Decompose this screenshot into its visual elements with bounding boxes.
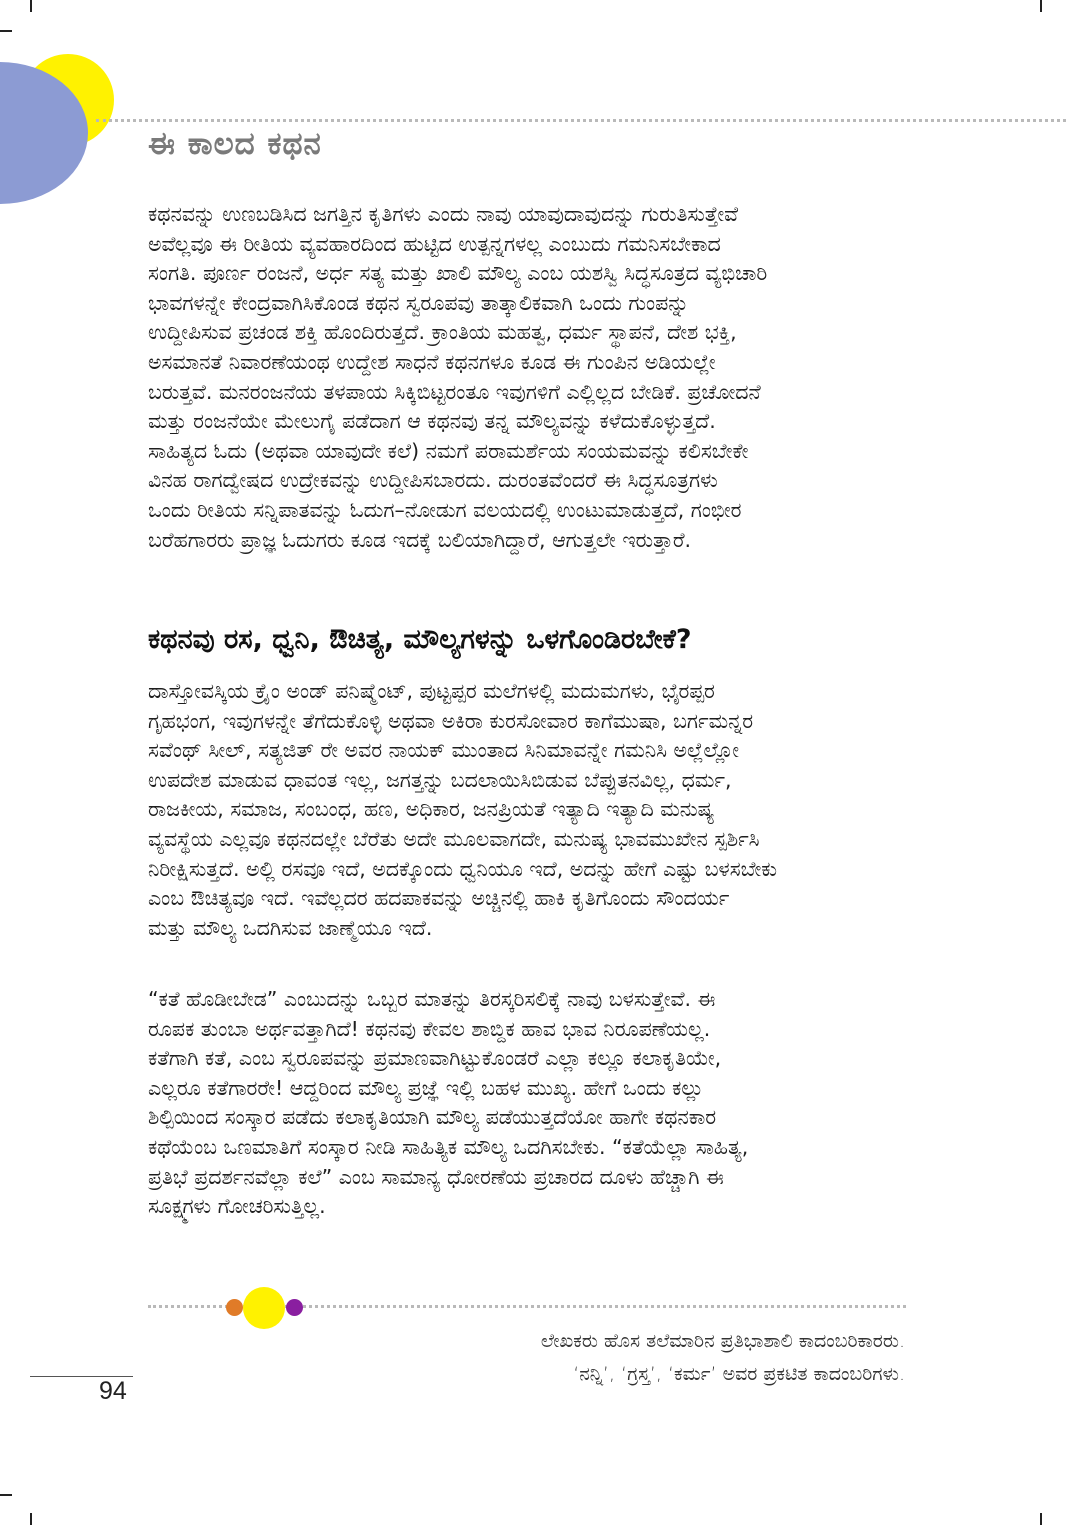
crop-mark-top-right	[1040, 0, 1042, 12]
section-heading: ಈ ಕಾಲದ ಕಥನ	[148, 126, 322, 162]
crop-mark-top-left	[30, 0, 32, 12]
paragraph-3: “ಕತೆ ಹೊಡೀಬೇಡ” ಎಂಬುದನ್ನು ಒಬ್ಬರ ಮಾತನ್ನು ತಿರಸ್ಕರಿಸಲಿಕ್ಕೆ ನಾವು ಬಳಸುತ್ತೇವೆ. ಈ ರೂಪಕ ತುಂಬಾ ಅರ್ಥವತ್ತಾಗಿದೆ! ಕಥನವು ಕೇವಲ ಶಾಬ್ದಿಕ ಹಾವ ಭಾವ ನಿರೂಪಣೆಯಲ್ಲ. ಕತೆಗಾಗಿ ಕತೆ, ಎಂಬ ಸ್ವರೂಪವನ್ನು ಪ್ರಮಾಣವಾಗಿಟ್ಟುಕೊಂಡರೆ ಎಲ್ಲಾ ಕಲ್ಲೂ ಕಲಾಕೃತಿಯೇ, ಎಲ್ಲರೂ ಕತೆಗಾರರೇ! ಆದ್ದರಿಂದ ಮೌಲ್ಯ ಪ್ರಜ್ಞೆ ಇಲ್ಲಿ ಬಹಳ ಮುಖ್ಯ. ಹೇಗೆ ಒಂದು ಕಲ್ಲು ಶಿಲ್ಪಿಯಿಂದ ಸಂಸ್ಕಾರ ಪಡೆದು ಕಲಾಕೃತಿಯಾಗಿ ಮೌಲ್ಯ ಪಡೆಯುತ್ತದೆಯೋ ಹಾಗೇ ಕಥನಕಾರ ಕಥೆಯೆಂಬ ಒಣಮಾತಿಗೆ ಸಂಸ್ಕಾರ ನೀಡಿ ಸಾಹಿತ್ಯಿಕ ಮೌಲ್ಯ ಒದಗಿಸಬೇಕು. “ಕತೆಯೆಲ್ಲಾ ಸಾಹಿತ್ಯ, ಪ್ರತಿಭೆ ಪ್ರದರ್ಶನವೆಲ್ಲಾ ಕಲೆ” ಎಂಬ ಸಾಮಾನ್ಯ ಧೋರಣೆಯ ಪ್ರಚಾರದ ದೂಳು ಹೆಚ್ಚಾಗಿ ಈ ಸೂಕ್ಷ್ಮಗಳು ಗೋಚರಿಸುತ್ತಿಲ್ಲ.	[148, 987, 749, 1219]
crop-mark-bottom-right	[1040, 1513, 1042, 1525]
subheading: ಕಥನವು ರಸ, ಧ್ವನಿ, ಔಚಿತ್ಯ, ಮೌಲ್ಯಗಳನ್ನು ಒಳಗೊಂಡಿರಬೇಕೆ?	[148, 624, 692, 655]
decorative-purple-dot	[286, 1299, 303, 1316]
paragraph-1: ಕಥನವನ್ನು ಉಣಬಡಿಸಿದ ಜಗತ್ತಿನ ಕೃತಿಗಳು ಎಂದು ನಾವು ಯಾವುದಾವುದನ್ನು ಗುರುತಿಸುತ್ತೇವೆ ಅವೆಲ್ಲವೂ ಈ ರೀತಿಯ ವ್ಯವಹಾರದಿಂದ ಹುಟ್ಟಿದ ಉತ್ಪನ್ನಗಳಲ್ಲ ಎಂಬುದು ಗಮನಿಸಬೇಕಾದ ಸಂಗತಿ. ಪೂರ್ಣ ರಂಜನೆ, ಅರ್ಧ ಸತ್ಯ ಮತ್ತು ಖಾಲಿ ಮೌಲ್ಯ ಎಂಬ ಯಶಸ್ವಿ ಸಿದ್ಧಸೂತ್ರದ ವ್ಯಭಿಚಾರಿ ಭಾವಗಳನ್ನೇ ಕೇಂದ್ರವಾಗಿಸಿಕೊಂಡ ಕಥನ ಸ್ವರೂಪವು ತಾತ್ಕಾಲಿಕವಾಗಿ ಒಂದು ಗುಂಪನ್ನು ಉದ್ದೀಪಿಸುವ ಪ್ರಚಂಡ ಶಕ್ತಿ ಹೊಂದಿರುತ್ತದೆ. ಕ್ರಾಂತಿಯ ಮಹತ್ವ, ಧರ್ಮ ಸ್ಥಾಪನೆ, ದೇಶ ಭಕ್ತಿ, ಅಸಮಾನತೆ ನಿವಾರಣೆಯಂಥ ಉದ್ದೇಶ ಸಾಧನೆ ಕಥನಗಳೂ ಕೂಡ ಈ ಗುಂಪಿನ ಅಡಿಯಲ್ಲೇ ಬರುತ್ತವೆ. ಮನರಂಜನೆಯ ತಳಪಾಯ ಸಿಕ್ಕಿಬಿಟ್ಟರಂತೂ ಇವುಗಳಿಗೆ ಎಲ್ಲಿಲ್ಲದ ಬೇಡಿಕೆ. ಪ್ರಚೋದನೆ ಮತ್ತು ರಂಜನೆಯೇ ಮೇಲುಗೈ ಪಡೆದಾಗ ಆ ಕಥನವು ತನ್ನ ಮೌಲ್ಯವನ್ನು ಕಳೆದುಕೊಳ್ಳುತ್ತದೆ. ಸಾಹಿತ್ಯದ ಓದು (ಅಥವಾ ಯಾವುದೇ ಕಲೆ) ನಮಗೆ ಪರಾಮರ್ಶೆಯ ಸಂಯಮವನ್ನು ಕಲಿಸಬೇಕೇ ವಿನಹ ರಾಗದ್ವೇಷದ ಉದ್ರೇಕವನ್ನು ಉದ್ದೀಪಿಸಬಾರದು. ದುರಂತವೆಂದರೆ ಈ ಸಿದ್ಧಸೂತ್ರಗಳು ಒಂದು ರೀತಿಯ ಸನ್ನಿಪಾತವನ್ನು ಓದುಗ–ನೋಡುಗ ವಲಯದಲ್ಲಿ ಉಂಟುಮಾಡುತ್ತದೆ, ಗಂಭೀರ ಬರೆಹಗಾರರು ಪ್ರಾಜ್ಞ ಓದುಗರು ಕೂಡ ಇದಕ್ಕೆ ಬಲಿಯಾಗಿದ್ದಾರೆ, ಆಗುತ್ತಲೇ ಇರುತ್ತಾರೆ.	[148, 202, 768, 552]
page-number: 94	[99, 1377, 127, 1405]
crop-mark-bottom-left-side	[0, 1494, 12, 1496]
crop-mark-top-left-side	[0, 30, 12, 32]
author-note: ಲೇಖಕರು ಹೊಸ ತಲೆಮಾರಿನ ಪ್ರತಿಭಾಶಾಲಿ ಕಾದಂಬರಿಕಾರರು. ‘ನನ್ನಿ’, ‘ಗ್ರಸ್ತ’, ‘ಕರ್ಮ’ ಅವರ ಪ್ರಕಟಿತ ಕಾದಂಬರಿಗಳು.	[540, 1330, 905, 1385]
decorative-orange-dot	[226, 1299, 243, 1316]
crop-mark-bottom-left	[30, 1513, 32, 1525]
decorative-yellow-dot	[243, 1287, 285, 1329]
paragraph-2: ದಾಸ್ತೋವಸ್ಕಿಯ ಕ್ರೈಂ ಅಂಡ್ ಪನಿಷ್ಮೆಂಟ್, ಪುಟ್ಟಪ್ಪರ ಮಲೆಗಳಲ್ಲಿ ಮದುಮಗಳು, ಭೈರಪ್ಪರ ಗೃಹಭಂಗ, ಇವುಗಳನ್ನೇ ತೆಗೆದುಕೊಳ್ಳಿ ಅಥವಾ ಅಕಿರಾ ಕುರಸೋವಾರ ಕಾಗೆಮುಷಾ, ಬರ್ಗಮನ್ನರ ಸವೆಂಥ್ ಸೀಲ್, ಸತ್ಯಜಿತ್ ರೇ ಅವರ ನಾಯಕ್ ಮುಂತಾದ ಸಿನಿಮಾವನ್ನೇ ಗಮನಿಸಿ ಅಲ್ಲೆಲ್ಲೋ ಉಪದೇಶ ಮಾಡುವ ಧಾವಂತ ಇಲ್ಲ, ಜಗತ್ತನ್ನು ಬದಲಾಯಿಸಿಬಿಡುವ ಬೆಪ್ಪುತನವಿಲ್ಲ, ಧರ್ಮ, ರಾಜಕೀಯ, ಸಮಾಜ, ಸಂಬಂಧ, ಹಣ, ಅಧಿಕಾರ, ಜನಪ್ರಿಯತೆ ಇತ್ಯಾದಿ ಇತ್ಯಾದಿ ಮನುಷ್ಯ ವ್ಯವಸ್ಥೆಯ ಎಲ್ಲವೂ ಕಥನದಲ್ಲೇ ಬೆರೆತು ಅದೇ ಮೂಲವಾಗದೇ, ಮನುಷ್ಯ ಭಾವಮುಖೇನ ಸ್ಪರ್ಶಿಸಿ ನಿರೀಕ್ಷಿಸುತ್ತದೆ. ಅಲ್ಲಿ ರಸವೂ ಇದೆ, ಅದಕ್ಕೊಂದು ಧ್ವನಿಯೂ ಇದೆ, ಅದನ್ನು ಹೇಗೆ ಎಷ್ಟು ಬಳಸಬೇಕು ಎಂಬ ಔಚಿತ್ಯವೂ ಇದೆ. ಇವೆಲ್ಲದರ ಹದಪಾಕವನ್ನು ಅಚ್ಚಿನಲ್ಲಿ ಹಾಕಿ ಕೃತಿಗೊಂದು ಸೌಂದರ್ಯ ಮತ್ತು ಮೌಲ್ಯ ಒದಗಿಸುವ ಜಾಣ್ಮೆಯೂ ಇದೆ.	[148, 679, 778, 940]
